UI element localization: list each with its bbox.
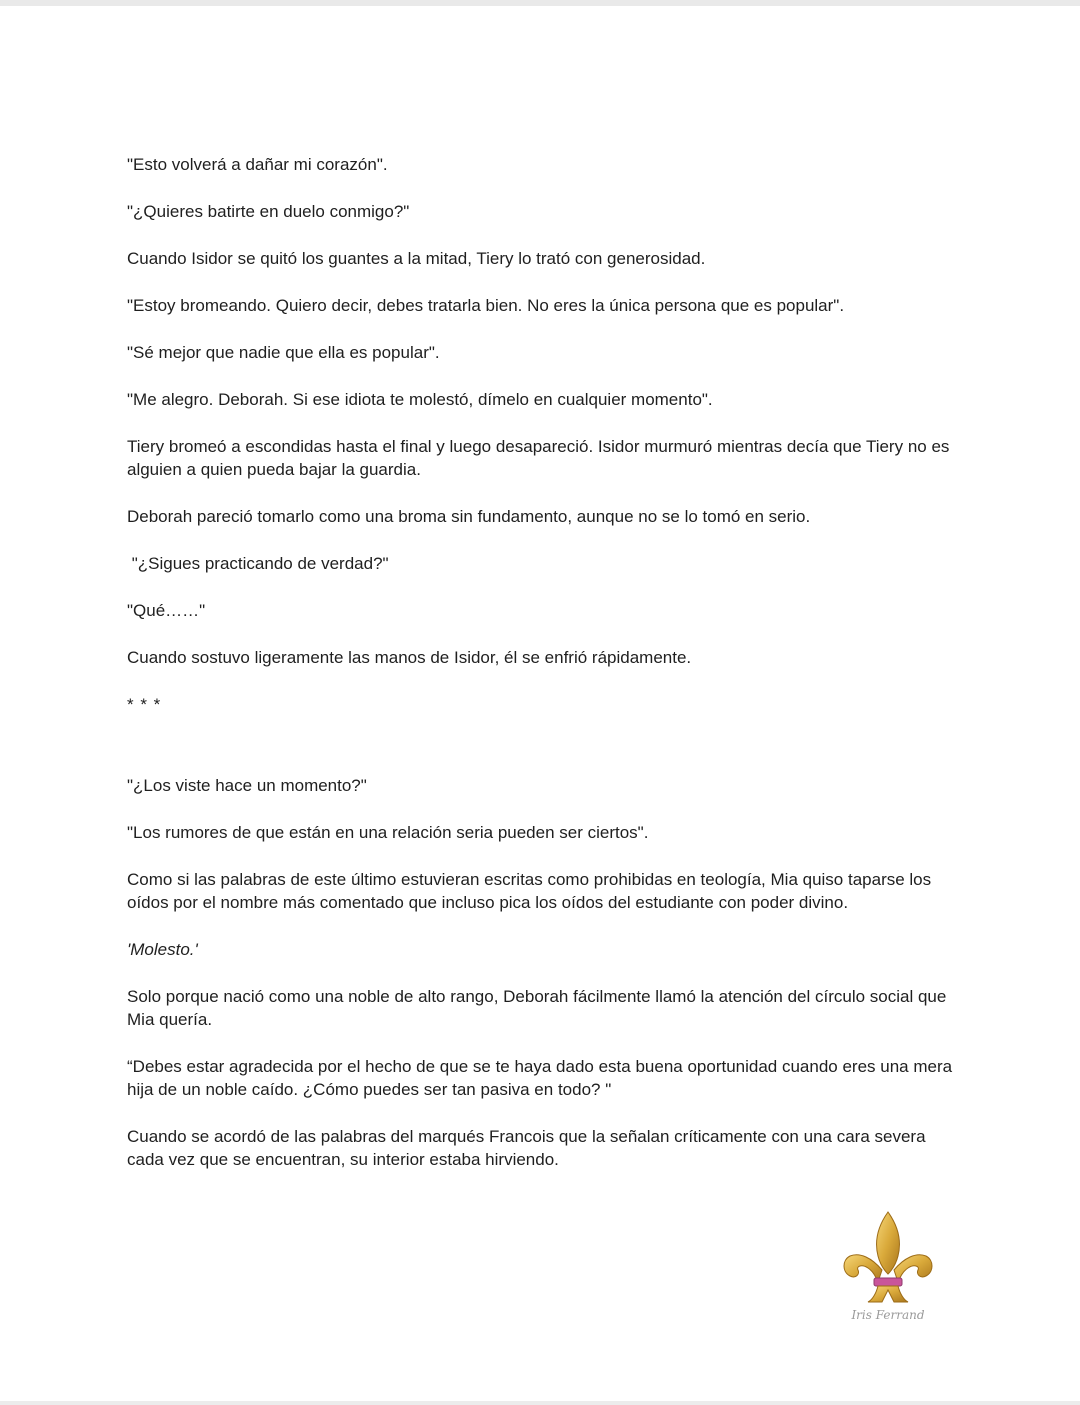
paragraph: "¿Los viste hace un momento?" (127, 776, 367, 795)
paragraph: "¿Quieres batirte en duelo conmigo?" (127, 202, 410, 221)
paragraph: "Estoy bromeando. Quiero decir, debes tratarla bien. No eres la única persona que es popular". (127, 296, 845, 315)
paragraph: "Los rumores de que están en una relación seria pueden ser ciertos". (127, 823, 649, 842)
paragraph: “Debes estar agradecida por el hecho de que se te haya dado esta buena oportunidad cuando eres una mera hija de un noble caído. ¿Cómo puedes ser tan pasiva en todo? " (127, 1057, 953, 1099)
inner-thought: 'Molesto.' (127, 940, 198, 959)
paragraph: Cuando sostuvo ligeramente las manos de Isidor, él se enfrió rápidamente. (127, 648, 692, 667)
paragraph: "Sé mejor que nadie que ella es popular". (127, 343, 440, 362)
watermark-logo (838, 1208, 938, 1330)
paragraph: Como si las palabras de este último estuvieran escritas como prohibidas en teología, Mia quiso taparse los oídos por el nombre más comentado que incluso pica los oídos del estudiante con poder divino. (127, 870, 932, 912)
paragraph: Cuando se acordó de las palabras del marqués Francois que la señalan críticamente con una cara severa cada vez que se encuentran, su interior estaba hirviendo. (127, 1127, 926, 1169)
fleur-de-lis-icon (838, 1208, 938, 1308)
paragraph: Deborah pareció tomarlo como una broma sin fundamento, aunque no se lo tomó en serio. (127, 507, 811, 526)
paragraph: "Me alegro. Deborah. Si ese idiota te molestó, dímelo en cualquier momento". (127, 390, 713, 409)
document-body (127, 153, 957, 1195)
paragraph: "Esto volverá a dañar mi corazón". (127, 155, 388, 174)
paragraph: "¿Sigues practicando de verdad?" (127, 554, 389, 573)
paragraph: Solo porque nació como una noble de alto rango, Deborah fácilmente llamó la atención del círculo social que Mia quería. (127, 987, 947, 1029)
scene-separator: * * * (127, 695, 162, 714)
top-edge (0, 0, 1080, 6)
paragraph: Cuando Isidor se quitó los guantes a la mitad, Tiery lo trató con generosidad. (127, 249, 706, 268)
bottom-edge (0, 1401, 1080, 1405)
paragraph: "Qué……" (127, 601, 206, 620)
logo-signature: Iris Ferrand (851, 1308, 925, 1322)
paragraph: Tiery bromeó a escondidas hasta el final y luego desapareció. Isidor murmuró mientras decía que Tiery no es alguien a quien pueda bajar la guardia. (127, 437, 950, 479)
